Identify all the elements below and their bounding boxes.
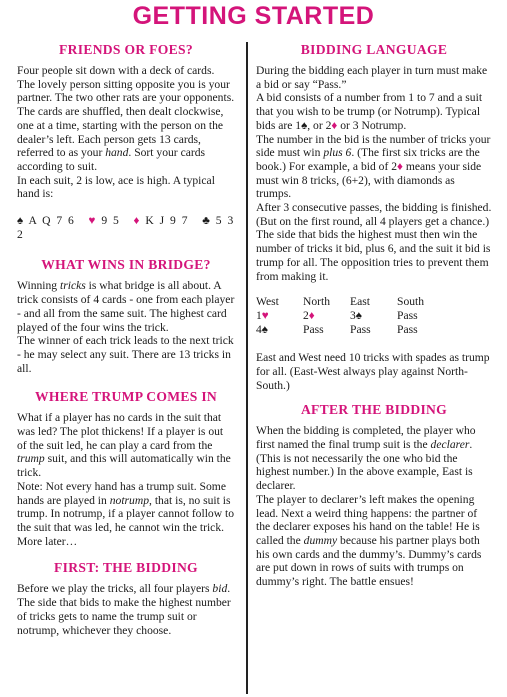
- bid-cell: Pass: [397, 309, 418, 323]
- left-column: [17, 42, 235, 637]
- trump-heading: WHERE TRUMP COMES IN: [34, 389, 218, 405]
- spade-icon: ♠: [301, 118, 308, 132]
- diamond-icon: ♦: [308, 309, 315, 323]
- heart-icon: ♥: [88, 214, 97, 228]
- friends-heading: FRIENDS OR FOES?: [59, 42, 193, 57]
- wins-paragraph-1: Winning tricks is what bridge is all about. A trick consists of 4 cards - one from each player - and all from the same suit. The highest card played of the four wins the trick.: [17, 279, 235, 334]
- language-paragraph-5: The side that bids the highest must then win the number of tricks it bid, plus 6, and the suit it bid is trump for all. The opposition tries to prevent them from making it.: [256, 228, 491, 283]
- trump-paragraph-1: What if a player has no cards in the suit that was led? The plot thickens! If a player is out of the suit led, he can play a card from the trump suit, and this will automatically win the trick.: [17, 411, 231, 480]
- language-paragraph-3: The number in the bid is the number of tricks your side must win plus 6. (The first six tricks are the book.) For example, a bid of 2♦ means your side must win 8 tricks, (6+2), with diamonds as trumps.: [256, 132, 491, 201]
- bid-cell: 1♥: [256, 309, 269, 323]
- bid-cell: 3♠: [350, 309, 362, 323]
- bidding-table-row: [256, 323, 424, 337]
- bid-cell: Pass: [303, 323, 324, 337]
- right-column: [256, 42, 492, 589]
- club-icon: ♣: [202, 214, 212, 228]
- friends-paragraph-3: In each suit, 2 is low, ace is high. A typical hand is:: [17, 173, 215, 201]
- hand-spades: ♠ A Q 7 6: [17, 214, 76, 228]
- spade-icon: ♠: [261, 323, 268, 337]
- wins-paragraph-2: The winner of each trick leads to the next trick - he may select any suit. There are 13 tricks in all.: [17, 334, 234, 375]
- bidding-result-paragraph: East and West need 10 tricks with spades as trump for all. (East-West always play against North-South.): [256, 351, 490, 392]
- hand-diamonds: ♦ K J 9 7: [133, 214, 190, 228]
- bidding-table: [256, 295, 424, 337]
- language-paragraph-1: During the bidding each player in turn must make a bid or say “Pass.”: [256, 64, 488, 91]
- language-heading: BIDDING LANGUAGE: [300, 42, 448, 57]
- bid-cell: Pass: [397, 323, 418, 337]
- spade-icon: ♠: [355, 309, 362, 323]
- heart-icon: ♥: [261, 309, 269, 323]
- language-paragraph-4: After 3 consecutive passes, the bidding is finished. (But on the first round, all 4 players get a chance.): [256, 201, 492, 228]
- wins-heading: WHAT WINS IN BRIDGE?: [41, 257, 211, 273]
- first-bidding-paragraph: Before we play the tricks, all four players bid. The side that bids to make the highest number of tricks gets to name the trump suit or notrump, whichever they choose.: [17, 582, 231, 637]
- spade-icon: ♠: [17, 214, 25, 228]
- header-west: West: [256, 295, 279, 309]
- friends-paragraph-1: Four people sit down with a deck of cards. The lovely person sitting opposite you is your partner. The two other rats are your opponents.: [17, 64, 235, 105]
- hand-hearts: ♥ 9 5: [88, 214, 121, 228]
- bid-cell: 2♦: [303, 309, 315, 323]
- bid-cell: 4♠: [256, 323, 268, 337]
- header-south: South: [397, 295, 425, 309]
- bid-cell: Pass: [350, 323, 371, 337]
- column-divider: [246, 42, 248, 694]
- hand-clubs: ♣ 5 3 2: [17, 214, 235, 241]
- diamond-icon: ♦: [397, 159, 403, 173]
- header-north: North: [303, 295, 331, 309]
- bidding-table-header: [256, 295, 424, 309]
- trump-paragraph-2: Note: Not every hand has a trump suit. Some hands are played in notrump, that is, no suit is trump. In notrump, if a player cannot follow to the suit that was led, he cannot win the trick. More later…: [17, 479, 235, 548]
- bidding-table-row: [256, 309, 424, 323]
- language-paragraph-2: A bid consists of a number from 1 to 7 and a suit that you wish to be trump (or Notrump). Typical bids are 1♠, or 2♦ or 3 Notrump.: [256, 91, 483, 132]
- first-bidding-heading: FIRST: THE BIDDING: [54, 560, 198, 576]
- friends-paragraph-2: The cards are shuffled, then dealt clockwise, one at a time, starting with the person on the dealer’s left. Each person gets 13 cards, referred to as your hand. Sort your cards according to suit.: [17, 105, 224, 173]
- diamond-icon: ♦: [331, 118, 338, 132]
- page-title: GETTING STARTED: [132, 2, 375, 30]
- diamond-icon: ♦: [133, 214, 141, 228]
- typical-hand: [17, 214, 235, 241]
- after-paragraph-1: When the bidding is completed, the player who first named the final trump suit is the declarer. (This is not necessarily the one who bid the highest number.) In the above example, East is declarer.: [256, 424, 476, 493]
- header-east: East: [350, 295, 370, 309]
- after-paragraph-2: The player to declarer’s left makes the opening lead. Next a weird thing happens: the partner of the declarer exposes his hand on the table! He is called the dummy because his partner plays both his own cards and the dummy’s. Dummy’s cards are put down in rows of suits with trumps on dummy’s right. The battle ensues!: [256, 492, 482, 589]
- after-bidding-heading: AFTER THE BIDDING: [300, 402, 448, 418]
